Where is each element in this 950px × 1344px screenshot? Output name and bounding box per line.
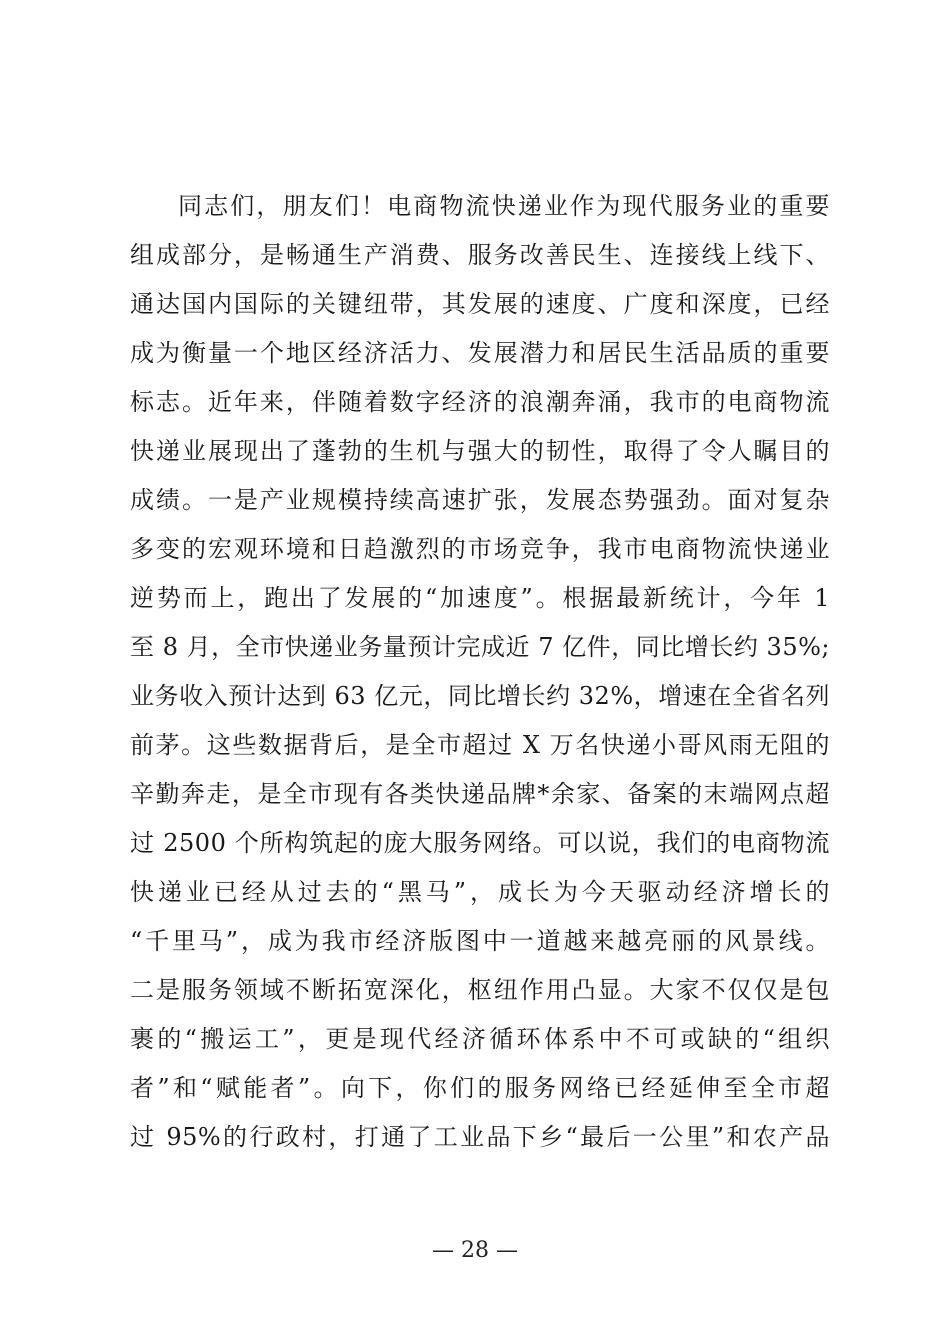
text-line: 过 2500 个所构筑起的庞大服务网络。可以说，我们的电商物流: [130, 829, 830, 857]
text-line: 前茅。这些数据背后，是全市超过 X 万名快递小哥风雨无阻的: [130, 731, 830, 759]
text-line: 至 8 月，全市快递业务量预计完成近 7 亿件，同比增长约 35%;: [130, 633, 830, 661]
body-paragraph: [130, 182, 830, 1162]
page-number: — 28 —: [432, 1238, 518, 1263]
text-line: 标志。近年来，伴随着数字经济的浪潮奔涌，我市的电商物流: [130, 388, 830, 416]
text-line: 通达国内国际的关键纽带，其发展的速度、广度和深度，已经: [130, 290, 830, 318]
text-line: “千里马”，成为我市经济版图中一道越来越亮丽的风景线。: [130, 927, 830, 955]
text-line: 快递业已经从过去的“黑马”，成长为今天驱动经济增长的: [130, 878, 830, 906]
text-line: 者”和“赋能者”。向下，你们的服务网络已经延伸至全市超: [130, 1074, 830, 1102]
text-line: 逆势而上，跑出了发展的“加速度”。根据最新统计，今年 1: [130, 584, 830, 612]
text-line: 快递业展现出了蓬勃的生机与强大的韧性，取得了令人瞩目的: [130, 437, 830, 465]
text-line: 过 95%的行政村，打通了工业品下乡“最后一公里”和农产品: [130, 1123, 830, 1151]
text-line: 辛勤奔走，是全市现有各类快递品牌*余家、备案的末端网点超: [130, 780, 830, 808]
text-line: 同志们，朋友们！电商物流快递业作为现代服务业的重要: [178, 192, 830, 220]
text-line: 组成部分，是畅通生产消费、服务改善民生、连接线上线下、: [130, 241, 830, 269]
text-line: 业务收入预计达到 63 亿元，同比增长约 32%，增速在全省名列: [130, 682, 830, 710]
text-line: 裹的“搬运工”，更是现代经济循环体系中不可或缺的“组织: [130, 1025, 830, 1053]
text-line: 二是服务领域不断拓宽深化，枢纽作用凸显。大家不仅仅是包: [130, 976, 830, 1004]
text-line: 成为衡量一个地区经济活力、发展潜力和居民生活品质的重要: [130, 339, 830, 367]
text-line: 成绩。一是产业规模持续高速扩张，发展态势强劲。面对复杂: [130, 486, 830, 514]
text-line: 多变的宏观环境和日趋激烈的市场竞争，我市电商物流快递业: [130, 535, 830, 563]
